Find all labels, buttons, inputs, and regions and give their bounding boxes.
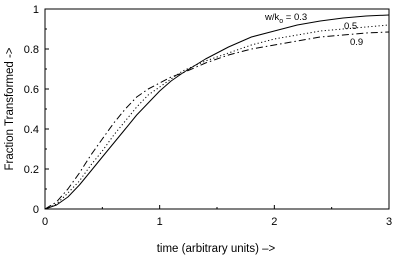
annotation-value: = 0.3 [283, 12, 308, 23]
x-tick-label: 1 [156, 216, 163, 228]
annotation-series-2: 0.5 [344, 21, 358, 32]
plot-frame [45, 9, 389, 209]
annotation-series-3: 0.9 [350, 37, 364, 48]
axis-ticks [45, 9, 389, 209]
axis-tick-labels [24, 4, 392, 228]
y-tick-label: 1 [32, 4, 39, 16]
plot-border [45, 9, 389, 209]
series-line-solid [45, 15, 389, 209]
y-tick-label: 0.8 [23, 44, 39, 56]
x-tick-label: 3 [385, 216, 393, 228]
y-tick-label: 0.4 [23, 124, 39, 136]
x-tick-label: 2 [271, 216, 278, 228]
annotation-text: w/k [265, 12, 280, 23]
x-tick-label: 0 [41, 216, 49, 228]
annotation-subscript: o [279, 18, 284, 25]
y-axis-label: Fraction Transformed -> [4, 47, 16, 171]
y-tick-label: 0.2 [23, 164, 39, 176]
y-tick-label: 0 [32, 204, 39, 216]
annotation-series-1 [264, 12, 307, 25]
x-axis-label: time (arbitrary units) –> [156, 243, 276, 255]
y-tick-label: 0.6 [23, 84, 39, 96]
series-line-dashdot [45, 32, 389, 209]
series-layer [45, 15, 389, 209]
